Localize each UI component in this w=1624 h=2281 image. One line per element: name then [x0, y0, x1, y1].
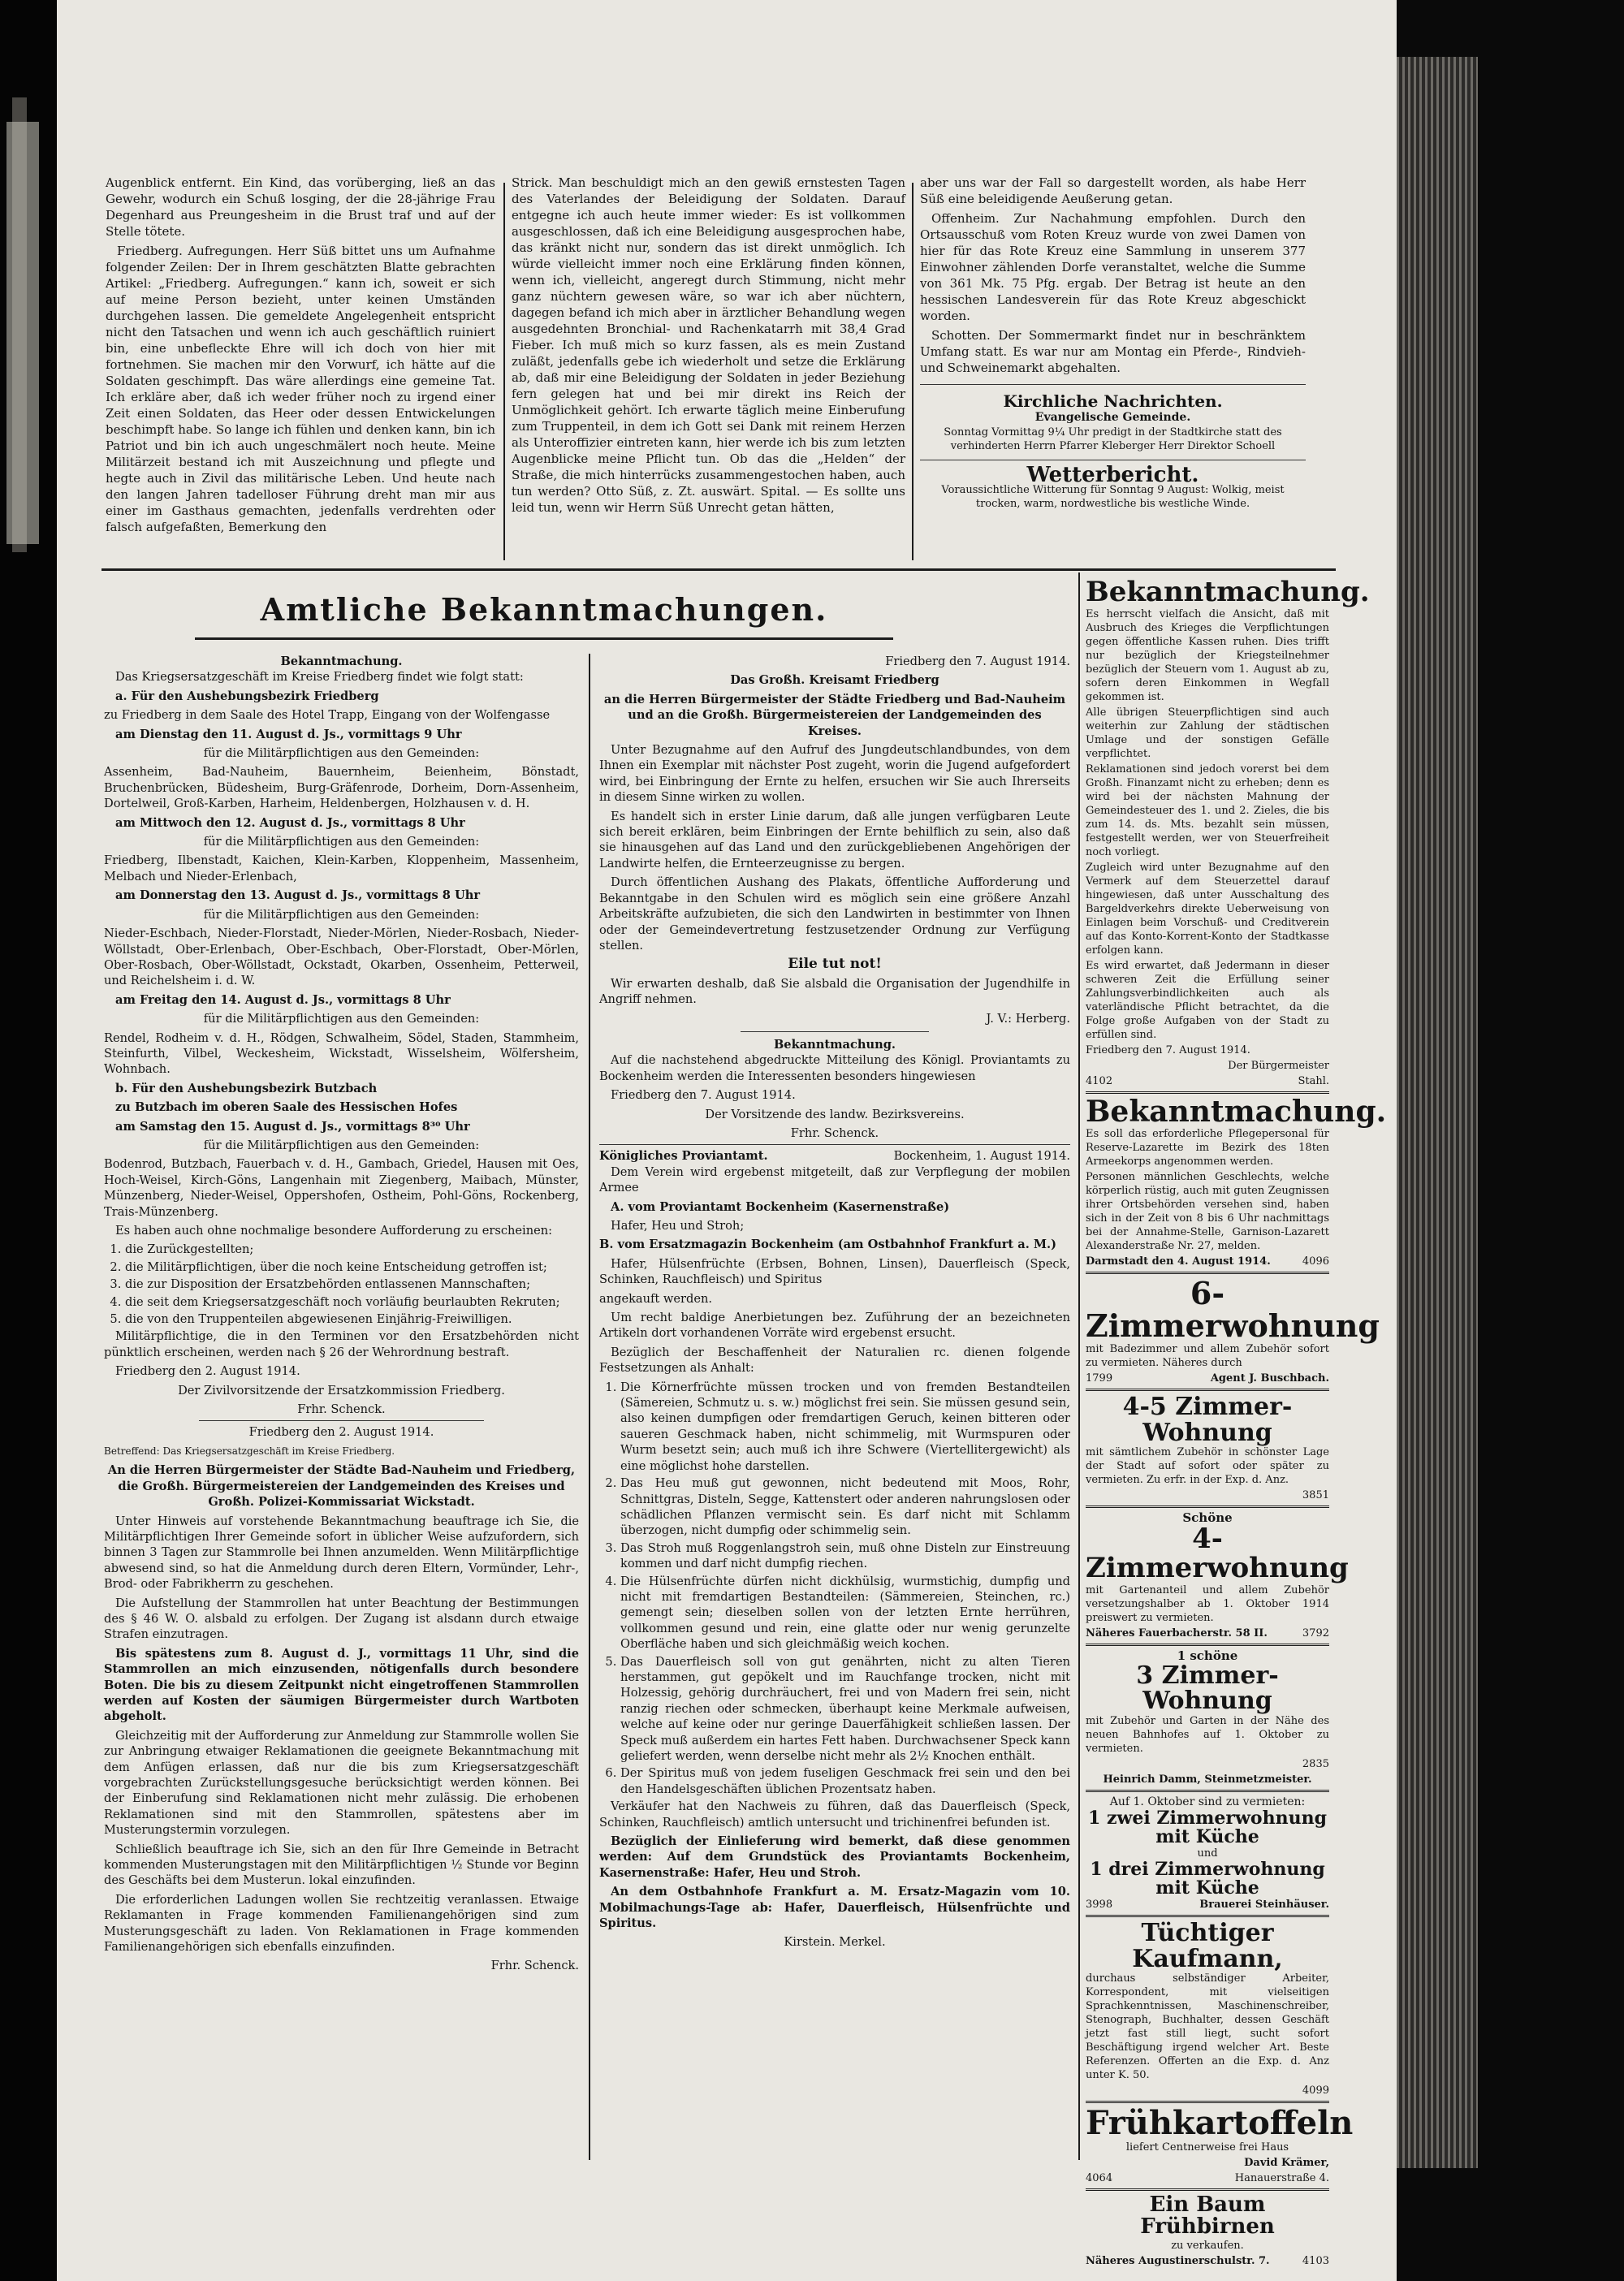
date-line: am Dienstag den 11. August d. Js., vormittags 9 Uhr	[115, 727, 462, 741]
separator	[1086, 1389, 1329, 1391]
ad-footer	[1086, 1255, 1329, 1268]
penalty-text: Militärpflichtige, die in den Terminen vor den Ersatzbehörden nicht pünktlich erscheinen, werden nach § 26 der Wehrordnung bestraft.	[104, 1329, 579, 1359]
top-col3-para: Offenheim. Zur Nachahmung empfohlen. Durch den Ortsausschuß vom Roten Kreuz wurde von zwei Damen von hier für das Rote Kreuz eine Sammlung in unserem 377 Einwohner zählenden Dorfe veranstaltet, welche die Summe von 361 Mk. 75 Pfg. ergab. Der Betrag ist heute an den hessischen Landesverein für das Rote Kreuz abgeschickt worden.	[920, 211, 1306, 323]
ad-pretitle: Schöne	[1182, 1510, 1233, 1526]
column-rule	[503, 183, 505, 560]
column-rule	[1078, 572, 1080, 2160]
towns-intro: für die Militärpflichtigen aus den Gemeinden:	[203, 1138, 480, 1152]
ad-title: Bekanntmachung.	[1086, 1094, 1387, 1129]
ad-footer	[1086, 2254, 1329, 2268]
newspaper-page	[57, 0, 1397, 2281]
notice-paragraph: Durch öffentlichen Aushang des Plakats, öffentliche Aufforderung und Bekanntgabe in den Schulen wird es möglich sein eine größere Anzahl Arbeitskräfte aufzubieten, die sich den Landwirten in bestimmter von Ihnen oder der Gemeindevertretung festzusetzender Ordnung zur Verfügung stellen.	[599, 875, 1070, 953]
separator	[599, 1144, 1070, 1145]
ad-text: Es wird erwartet, daß Jedermann in dieser schweren Zeit die Erfüllung seiner Zahlungsverbindlichkeiten auch als vaterländische Pflicht betrachtet, da die Folge große Aufgaben von der Stadt zu erfüllen sind.	[1086, 959, 1329, 1041]
towns-intro: für die Militärpflichtigen aus den Gemeinden:	[203, 835, 480, 849]
notice-org: Der Vorsitzende des landw. Bezirksvereins.	[705, 1107, 965, 1121]
notice-paragraph: Auf die nachstehend abgedruckte Mitteilung des Königl. Proviantamts zu Bockenheim werden die Interessenten besonders hingewiesen	[599, 1053, 1070, 1083]
ad-text: zu verkaufen.	[1171, 2239, 1244, 2252]
ad-footer	[1086, 1627, 1329, 1640]
main-title: Amtliche Bekanntmachungen.	[260, 591, 828, 628]
notice-paragraph: Gleichzeitig mit der Aufforderung zur Anmeldung zur Stammrolle wollen Sie zur Anbringung etwaiger Reklamationen die geeignete Bekanntmachung mit dem Anfügen erlassen, daß nur die bis zum Kriegsersatzgeschäft vorgebrachten Zurückstellungsgesuche berücksichtigt werden können. Bei der Einberufung sind Reklamationen nicht mehr zulässig. Die erhobenen Reklamationen sind mit den Stammrollen, spätestens aber im Musterungstermin vorzulegen.	[104, 1728, 579, 1838]
ad-text: liefert Centnerweise frei Haus	[1125, 2141, 1289, 2154]
list-item: 2. Das Heu muß gut gewonnen, nicht bedeutend mit Moos, Rohr, Schnittgras, Disteln, Segge, Kattenstert oder anderen nahrungslosen oder schädlichen Pflanzen vermischt sein. Es darf nicht mit Schlamm überzogen, nicht dumpfig oder schimmelig sein.	[620, 1475, 1070, 1539]
top-col1-para: Augenblick entfernt. Ein Kind, das vorüberging, ließ an das Gewehr, wodurch ein Schuß losging, der die 28-jährige Frau Degenhard aus Preungesheim in die Brust traf und auf der Stelle tötete.	[106, 175, 495, 239]
ad-number: 2835	[1302, 1757, 1329, 1770]
ad-number: 4102	[1086, 1074, 1113, 1087]
ad-title: 1 zwei Zimmerwohnung mit Küche	[1088, 1807, 1327, 1847]
separator	[920, 384, 1306, 385]
ad-text: Personen männlichen Geschlechts, welche körperlich rüstig, auch mit guten Zeugnissen ihrer Ortsbehörden versehen sind, haben sich in der Zeit von 8 bis 6 Uhr nachmittags bei der Annahme-Stelle, Garnison-Lazarett Alexanderstraße Nr. 27, melden.	[1086, 1171, 1329, 1253]
district-place: zu Butzbach im oberen Saale des Hessischen Hofes	[115, 1100, 458, 1115]
ad-name: Agent J. Buschbach.	[1210, 1372, 1329, 1385]
ad-text: Reklamationen sind jedoch vorerst bei dem Großh. Finanzamt nicht zu erheben; denn es wird bei der nächsten Mahnung der Gemeindesteuer des 1. und 2. Zieles, die bis zum 14. ds. Mts. bezahlt sein müssen, festgestellt werden, wer von Steuerfreiheit noch vorliegt.	[1086, 762, 1329, 858]
official-middle-column	[599, 654, 1070, 1954]
separator	[1086, 1506, 1329, 1508]
ad-number: 4103	[1302, 2254, 1329, 2267]
ad-title: 3 Zimmer-Wohnung	[1136, 1661, 1279, 1716]
separator	[741, 1031, 929, 1032]
scan-left-border	[0, 0, 57, 2281]
separator	[199, 1420, 484, 1421]
notice-paragraph: Bezüglich der Beschaffenheit der Naturalien rc. dienen folgende Festsetzungen als Anhalt:	[599, 1345, 1070, 1376]
list-item: 1. Die Körnerfrüchte müssen trocken und von fremden Bestandteilen (Sämereien, Schmutz u. s. w.) möglichst frei sein. Sie müssen gesund sein, also keinen dumpfigen oder fremdartigen Geruch, keinen bitteren oder saueren Geschmack haben, nicht schimmelig, mit Wurmspuren oder Wurm besetzt sein; auch muß ich ihre Schwere (Viertellitergewicht) als eine möglichst hohe darstellen.	[620, 1380, 1070, 1474]
notice-intro: Das Kriegsersatzgeschäft im Kreise Friedberg findet wie folgt statt:	[115, 670, 524, 685]
top-column-1	[106, 175, 495, 538]
ad-number: 3851	[1302, 1489, 1329, 1502]
source-b-items: Hafer, Hülsenfrüchte (Erbsen, Bohnen, Linsen), Dauerfleisch (Speck, Schinken, Rauchfleisch) und Spiritus	[599, 1256, 1070, 1287]
weather-title: Wetterbericht.	[1026, 463, 1199, 487]
ad-text: Es herrscht vielfach die Ansicht, daß mit Ausbruch des Krieges die Verpflichtungen gegen öffentliche Kassen ruhen. Dies trifft nur bezüglich der Kriegsteilnehmer bezüglich der Steuern vom 1. August ab zu, sofern deren Einkommen in Wegfall gekommen ist.	[1086, 607, 1329, 703]
notice-signature: J. V.: Herberg.	[986, 1011, 1070, 1026]
towns-intro: für die Militärpflichtigen aus den Gemeinden:	[203, 746, 480, 761]
list-item: 2. die Militärpflichtigen, über die noch keine Entscheidung getroffen ist;	[125, 1259, 579, 1275]
notice-signature: Frhr. Schenck.	[790, 1125, 879, 1140]
ad-text: durchaus selbständiger Arbeiter, Korrespondent, mit vielseitigen Sprachkenntnissen, Maschinenschreiber, Stenograph, Buchhalter, dessen Geschäft jetzt fast still liegt, sucht sofort Beschäftigung irgend welcher Art. Beste Referenzen. Offerten an die Exp. d. Anz unter K. 50.	[1086, 1972, 1329, 2082]
notice-paragraph: An dem Ostbahnhofe Frankfurt a. M. Ersatz-Magazin vom 10. Mobilmachungs-Tage ab: Hafer, Dauerfleisch, Hülsenfrüchte und Spiritus.	[599, 1885, 1070, 1931]
ad-text: mit Badezimmer und allem Zubehör sofort zu vermieten. Näheres durch	[1086, 1343, 1329, 1370]
ad-address: Näheres Augustinerschulstr. 7.	[1086, 2254, 1270, 2267]
towns-list: Assenheim, Bad-Nauheim, Bauernheim, Beienheim, Bönstadt, Bruchenbrücken, Büdesheim, Burg-Gräfenrode, Dorheim, Dorn-Assenheim, Dortelweil, Groß-Karben, Harheim, Heldenbergen, Holzhausen v. d. H.	[104, 765, 579, 811]
notice-date: Friedberg den 2. August 1914.	[115, 1364, 300, 1379]
notice-signature: Kirstein. Merkel.	[784, 1935, 886, 1950]
ad-name: David Krämer,	[1244, 2157, 1329, 2170]
date-line: am Freitag den 14. August d. Js., vormittags 8 Uhr	[115, 992, 451, 1007]
source-a-items: Hafer, Heu und Stroh;	[611, 1219, 745, 1233]
top-col3-para: aber uns war der Fall so dargestellt worden, als habe Herr Süß eine beleidigende Aeußerung getan.	[920, 175, 1306, 206]
notice-paragraph: Verkäufer hat den Nachweis zu führen, daß das Dauerfleisch (Speck, Schinken, Rauchfleisch) amtlich untersucht und trichinenfrei befunden ist.	[599, 1799, 1070, 1830]
ad-name: Brauerei Steinhäuser.	[1199, 1899, 1329, 1912]
list-item: 1. die Zurückgestellten;	[125, 1242, 579, 1257]
church-title: Kirchliche Nachrichten.	[1003, 391, 1223, 411]
notice-signature: Frhr. Schenck.	[297, 1402, 386, 1417]
list-item: 5. Das Dauerfleisch soll von gut genährten, nicht zu alten Tieren herstammen, gut gepökelt und im Rauchfange trocken, nicht mit Holzessig, gehörig durchräuchert, frei und von Madern frei sein, nicht ranzig riechen oder schmecken, überhaupt keine Merkmale aufweisen, welche auf keine oder nur geringe Dauerfähigkeit schließen lassen. Der Speck muß außerdem ein hartes Fett haben. Durchwachsener Speck kann geliefert werden, wenn derselbe nicht mehr als 2½ Knochen enthält.	[620, 1654, 1070, 1765]
church-text: Sonntag Vormittag 9¼ Uhr predigt in der Stadtkirche statt des verhinderten Herrn Pfarrer Kleberger Herr Direktor Schoell	[944, 426, 1282, 452]
ad-org: Der Bürgermeister	[1228, 1059, 1329, 1072]
towns-list: Rendel, Rodheim v. d. H., Rödgen, Schwalheim, Södel, Staden, Stammheim, Steinfurth, Vilbel, Weckesheim, Wickstadt, Wisselsheim, Wölfersheim, Wohnbach.	[104, 1030, 579, 1077]
notice-address: An die Herren Bürgermeister der Städte Bad-Nauheim und Friedberg, die Großh. Bürgermeistereien der Landgemeinden des Kreises und Großh. Polizei-Kommissariat Wickstadt.	[107, 1463, 576, 1510]
ad-signature: Stahl.	[1298, 1074, 1329, 1087]
ad-number: 4064	[1086, 2172, 1113, 2185]
notice-paragraph: Unter Bezugnahme auf den Aufruf des Jungdeutschlandbundes, von dem Ihnen ein Exemplar mit nächster Post zugeht, worin die Jugend aufgefordert wird, bei Einbringung der Ernte zu helfen, ersuchen wir Sie auch Ihrerseits in diesem Sinne wirken zu wollen.	[599, 743, 1070, 805]
ad-footer	[1086, 1074, 1329, 1088]
district-heading: a. Für den Aushebungsbezirk Friedberg	[115, 689, 379, 703]
towns-list: Friedberg, Ilbenstadt, Kaichen, Klein-Karben, Kloppenheim, Massenheim, Melbach und Nieder-Erlenbach,	[104, 853, 579, 883]
list-item: 6. Der Spiritus muß von jedem fuseligen Geschmack frei sein und den bei den Handelsgeschäften üblichen Prozentsatz haben.	[620, 1765, 1070, 1797]
scan-fold	[6, 122, 39, 544]
notice-paragraph: Unter Hinweis auf vorstehende Bekanntmachung beauftrage ich Sie, die Militärpflichtigen Ihrer Gemeinde sofort in üblicher Weise aufzufordern, sich binnen 3 Tagen zur Stammrolle bei Ihnen anzumelden. Wenn Militärpflichtige abwesend sind, so hat die Anmeldung durch deren Eltern, Vormünder, Lehr-, Brod- oder Fabrikherrn zu geschehen.	[104, 1514, 579, 1592]
notice-date: Friedberg den 7. August 1914.	[885, 654, 1070, 668]
ad-footer	[1086, 2171, 1329, 2185]
list-item: 5. die von den Truppenteilen abgewiesenen Einjährig-Freiwilligen.	[125, 1311, 579, 1327]
ad-text: mit Gartenanteil und allem Zubehör versetzungshalber ab 1. Oktober 1914 preiswert zu vermieten.	[1086, 1583, 1329, 1624]
ad-address: Hanauerstraße 4.	[1234, 2172, 1329, 2185]
ad-title: 1 drei Zimmerwohnung mit Küche	[1090, 1858, 1325, 1899]
notice-paragraph: Die erforderlichen Ladungen wollen Sie rechtzeitig veranlassen. Etwaige Reklamanten in Frage kommenden Familienangehörigen sind zum Musterungsgeschäft zu laden. Von Reklamationen in Frage kommenden Familienangehörigen sich ebenfalls einzufinden.	[104, 1892, 579, 1955]
section-rule	[102, 568, 1336, 571]
notice-org: Der Zivilvorsitzende der Ersatzkommission Friedberg.	[178, 1383, 505, 1398]
scan-right-border	[1397, 0, 1624, 2281]
notice-paragraph: Bis spätestens zum 8. August d. J., vormittags 11 Uhr, sind die Stammrollen an mich einzusenden, nötigenfalls durch besondere Boten. Die bis zu diesem Zeitpunkt nicht eingetroffenen Stammrollen werden auf Kosten der säumigen Bürgermeister durch Wartboten abgeholt.	[104, 1646, 579, 1724]
notice-signature: Frhr. Schenck.	[490, 1959, 579, 1973]
page-edges	[1397, 57, 1478, 2168]
ad-text: und	[1197, 1847, 1218, 1860]
list-item: 4. die seit dem Kriegsersatzgeschäft noch vorläufig beurlaubten Rekruten;	[125, 1294, 579, 1310]
ad-title: 4-Zimmerwohnung	[1086, 1523, 1349, 1584]
top-column-2	[512, 175, 905, 519]
list-item: 3. die zur Disposition der Ersatzbehörden entlassenen Mannschaften;	[125, 1277, 579, 1292]
notice-address: an die Herren Bürgermeister der Städte Friedberg und Bad-Nauheim und an die Großh. Bürgermeistereien der Landgemeinden des Kreises.	[603, 692, 1066, 738]
proviant-header	[599, 1148, 1070, 1164]
notice-paragraph: Es handelt sich in erster Linie darum, daß alle jungen verfügbaren Leute sich bereit erklären, beim Einbringen der Ernte behilflich zu sein, also daß sie hinausgehen auf das Land und den zurückgebliebenen Angehörigen der Landwirte helfen, die Ernteerzeugnisse zu bergen.	[599, 809, 1070, 870]
notice-paragraph: Dem Verein wird ergebenst mitgeteilt, daß zur Verpflegung der mobilen Armee	[599, 1164, 1070, 1195]
separator	[1086, 1915, 1329, 1917]
separator	[1086, 1272, 1329, 1274]
ad-pretitle: Auf 1. Oktober sind zu vermieten:	[1109, 1795, 1306, 1808]
ad-text: Alle übrigen Steuerpflichtigen sind auch weiterhin zur Zahlung der städtischen Umlage und der sonstigen Gefälle verpflichtet.	[1086, 706, 1329, 760]
ad-number: 4096	[1302, 1255, 1329, 1268]
notice-paragraph: Die Aufstellung der Stammrollen hat unter Beachtung der Bestimmungen des § 46 W. O. alsbald zu erfolgen. Der Zugang ist alsdann durch etwaige Strafen einzutragen.	[104, 1596, 579, 1642]
ad-title: Frühkartoffeln	[1086, 2104, 1354, 2143]
urgent-line: Eile tut not!	[788, 956, 882, 973]
date-line: am Mittwoch den 12. August d. Js., vormittags 8 Uhr	[115, 815, 465, 830]
column-rule	[589, 654, 590, 2160]
source-b-end: angekauft werden.	[599, 1291, 713, 1306]
separator	[1086, 1644, 1329, 1646]
ad-footer	[1086, 1372, 1329, 1385]
towns-list: Bodenrod, Butzbach, Fauerbach v. d. H., Gambach, Griedel, Hausen mit Oes, Hoch-Weisel, Kirch-Göns, Langenhain mit Ziegenberg, Maibach, Münster, Münzenberg, Nieder-Weisel, Oppershofen, Ostheim, Pohl-Göns, Rockenberg, Trais-Münzenberg.	[104, 1157, 579, 1219]
column-rule	[912, 183, 914, 560]
towns-list: Nieder-Eschbach, Nieder-Florstadt, Nieder-Mörlen, Nieder-Rosbach, Nieder-Wöllstadt, Ober-Erlenbach, Ober-Eschbach, Ober-Florstadt, Ober-Mörlen, Ober-Rosbach, Ober-Wöllstadt, Ockstadt, Okarben, Ossenheim, Petterweil, und Reichelsheim i. d. W.	[104, 927, 579, 988]
ad-date: Friedberg den 7. August 1914.	[1086, 1043, 1250, 1056]
notice-org: Das Großh. Kreisamt Friedberg	[730, 673, 939, 688]
notice-title: Bekanntmachung.	[280, 654, 403, 668]
ad-number: 3998	[1086, 1899, 1113, 1912]
top-col2-para: Strick. Man beschuldigt mich an den gewiß ernstesten Tagen des Vaterlandes der Beleidigung der Soldaten. Darauf entgegne ich auch heute immer wieder: Es ist vollkommen ausgeschlossen, daß ich eine Beleidigung ausgesprochen habe, das kränkt nicht nur, sondern das ist direkt unmöglich. Ich würde vielleicht immer noch eine Erklärung finden können, wenn ich, vielleicht, angeregt durch Stimmung, nicht mehr ganz nüchtern gewesen wäre, so war ich aber nüchtern, dagegen befand ich mich aber in ärztlicher Behandlung wegen ausgedehnten Bronchial- und Rachenkatarrh mit 38,4 Grad Fieber. Ich muß mich so kurz fassen, als es mein Zustand zuläßt, jedenfalls gebe ich wiederholt und setze die Erklärung ab, daß mir eine Beleidigung der Soldaten in jeder Beziehung fern gelegen hat und bei mir direkt ins Reich der Unmöglichkeit gehört. Ich erwarte täglich meine Einberufung zum Truppenteil, in dem ich Gott sei Dank mit reinem Herzen als Unteroffizier eintreten kann, hier werde ich bis zum letzten Augenblicke meine Pflicht tun. Ob das die „Helden“ der Straße, die mich hinterrücks zusammengestochen haben, auch tun werden? Otto Süß, z. Zt. auswärt. Spital. — Es sollte uns leid tun, wenn wir Herrn Süß Unrecht getan hätten,	[512, 175, 905, 515]
separator	[1086, 2101, 1329, 2103]
ad-text: Zugleich wird unter Bezugnahme auf den Vermerk auf dem Steuerzettel darauf hingewiesen, daß unter Ausschaltung des Bargeldverkehrs direkte Ueberweisung von Einlagen beim Vorschuß- und Creditverein auf das Konto-Korrent-Konto der Stadtkasse erfolgen kann.	[1086, 861, 1329, 957]
source-a: A. vom Proviantamt Bockenheim (Kasernenstraße)	[611, 1199, 950, 1214]
notice-paragraph: Wir erwarten deshalb, daß Sie alsbald die Organisation der Jugendhilfe in Angriff nehmen.	[599, 976, 1070, 1007]
notice-paragraph: Um recht baldige Anerbietungen bez. Zuführung der an bezeichneten Artikeln dort vorhandenen Vorräte wird ergebenst ersucht.	[599, 1311, 1070, 1341]
goods-list	[599, 1380, 1070, 1798]
ad-text: mit sämtlichem Zubehör in schönster Lage der Stadt auf sofort oder später zu vermieten. Zu erfr. in der Exp. d. Anz.	[1086, 1446, 1329, 1487]
notice-paragraph: Schließlich beauftrage ich Sie, sich an den für Ihre Gemeinde in Betracht kommenden Musterungstagen mit den Militärpflichtigen ½ Stunde vor Beginn des Geschäfts bei dem Musterun. lokal einzufinden.	[104, 1842, 579, 1888]
ad-title: Ein Baum Frühbirnen	[1140, 2192, 1275, 2240]
separator	[1086, 2188, 1329, 2191]
ad-title: Tüchtiger Kaufmann,	[1132, 1919, 1283, 1973]
notice-title: Bekanntmachung.	[773, 1037, 896, 1052]
ad-title: 6-Zimmerwohnung	[1086, 1275, 1380, 1345]
notice-date: Bockenheim, 1. August 1914.	[893, 1149, 1070, 1164]
ad-number: 3792	[1302, 1627, 1329, 1639]
notice-org: Königliches Proviantamt.	[599, 1149, 768, 1164]
district-place: zu Friedberg in dem Saale des Hotel Trapp, Eingang von der Wolfengasse	[104, 708, 551, 723]
list-item: 4. Die Hülsenfrüchte dürfen nicht dickhülsig, wurmstichig, dumpfig und nicht mit fremdartigen Bestandteilen: (Sämmereien, Steinchen, rc.) gemengt sein; dieselben sollen von der letzten Ernte herrühren, vollkommen gesund und rein, eine glatte oder nur wenig gerunzelte Oberfläche haben und sich gleichmäßig weich kochen.	[620, 1574, 1070, 1652]
church-subtitle: Evangelische Gemeinde.	[1034, 411, 1191, 424]
notice-date: Friedberg den 2. August 1914.	[248, 1425, 434, 1440]
notice-date: Friedberg den 7. August 1914.	[611, 1088, 796, 1103]
ads-column	[1086, 576, 1387, 2268]
ad-name: Heinrich Damm, Steinmetzmeister.	[1103, 1773, 1312, 1786]
weather-text: Voraussichtliche Witterung für Sonntag 9 August: Wolkig, meist trocken, warm, nordwestliche bis westliche Winde.	[941, 484, 1285, 510]
district-heading: b. Für den Aushebungsbezirk Butzbach	[115, 1081, 378, 1095]
date-line: am Donnerstag den 13. August d. Js., vormittags 8 Uhr	[115, 888, 481, 903]
ad-number: 4099	[1302, 2084, 1329, 2097]
notice-paragraph: Bezüglich der Einlieferung wird bemerkt, daß diese genommen werden: Auf dem Grundstück des Proviantamts Bockenheim, Kasernenstraße: Hafer, Heu und Stroh.	[599, 1834, 1070, 1880]
separator	[1086, 1790, 1329, 1792]
source-b: B. vom Ersatzmagazin Bockenheim (am Ostbahnhof Frankfurt a. M.)	[599, 1238, 1057, 1252]
title-rule	[195, 637, 893, 640]
ad-title: Bekanntmachung.	[1086, 576, 1370, 608]
separator	[1086, 1091, 1329, 1094]
ad-text: mit Zubehör und Garten in der Nähe des neuen Bahnhofes auf 1. Oktober zu vermieten.	[1086, 1714, 1329, 1755]
date-line: am Samstag den 15. August d. Js., vormittags 8³⁰ Uhr	[115, 1119, 470, 1134]
ad-footer	[1086, 1898, 1329, 1912]
ad-date: Darmstadt den 4. August 1914.	[1086, 1255, 1271, 1268]
ad-number: 1799	[1086, 1372, 1113, 1385]
official-left-column	[104, 654, 579, 1977]
top-column-3	[920, 175, 1306, 511]
ad-title: 4-5 Zimmer-Wohnung	[1122, 1393, 1293, 1447]
ad-address: Näheres Fauerbacherstr. 58 II.	[1086, 1627, 1268, 1639]
top-col3-para: Schotten. Der Sommermarkt findet nur in beschränktem Umfang statt. Es war nur am Montag ein Pferde-, Rindvieh- und Schweinemarkt abgehalten.	[920, 328, 1306, 375]
list-item: 3. Das Stroh muß Roggenlangstroh sein, muß ohne Disteln zur Einstreuung kommen und darf nicht dumpfig riechen.	[620, 1540, 1070, 1572]
summons-intro: Es haben auch ohne nochmalige besondere Aufforderung zu erscheinen:	[115, 1224, 553, 1238]
top-col1-para: Friedberg. Aufregungen. Herr Süß bittet uns um Aufnahme folgender Zeilen: Der in Ihrem geschätzten Blatte gebrachten Artikel: „Friedberg. Aufregungen.“ kann ich, soweit er sich auf meine Person bezieht, unter keinen Umständen durchgehen lassen. Die gemeldete Angelegenheit entspricht nicht den Tatsachen und wenn ich auch geschäftlich ruiniert bin, eine unbefleckte Ehre will ich doch von hier mit fortnehmen. Sie machen mir den Vorwurf, ich hätte auf die Soldaten geschimpft. Das wäre allerdings eine gemeine Tat. Ich erkläre aber, daß ich weder früher noch zu irgend einer Zeit einen Soldaten, das Heer oder dessen Entwickelungen beschimpft habe. So lange ich fühlen und denken kann, bin ich Patriot und bin ich auch ungeschmälert noch heute. Meine Militärzeit bestand ich mit Auszeichnung und pflegte und hegte auch in Zivil das militärische Leben. Und heute nach den langen Jahren tadelloser Führung dreht man mir aus einer im Gasthaus gemachten, jedenfalls verdrehten oder falsch aufgefaßten, Bemerkung den	[106, 244, 495, 534]
towns-intro: für die Militärpflichtigen aus den Gemeinden:	[203, 1012, 480, 1026]
towns-intro: für die Militärpflichtigen aus den Gemeinden:	[203, 907, 480, 922]
ad-pretitle: 1 schöne	[1177, 1648, 1238, 1663]
ad-text: Es soll das erforderliche Pflegepersonal für Reserve-Lazarette im Bezirk des 18ten Armeekorps angenommen werden.	[1086, 1128, 1329, 1169]
summons-list	[104, 1242, 579, 1327]
notice-subject: Betreffend: Das Kriegsersatzgeschäft im Kreise Friedberg.	[104, 1445, 395, 1457]
